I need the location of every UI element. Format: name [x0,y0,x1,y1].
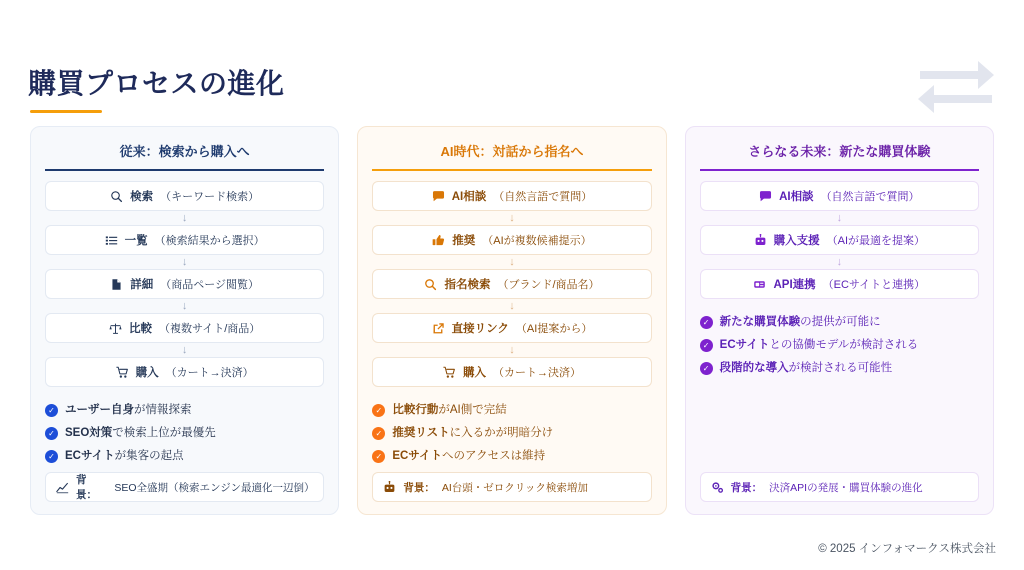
step-item[interactable] [372,313,651,343]
bullet-strong: 段階的な導入 [719,362,789,374]
step-arrow: ↓ [181,300,188,312]
bullet-rest: が検討される可能性 [788,362,893,374]
step-arrow: ↓ [181,256,188,268]
bullet-list [45,403,324,472]
step-label: 購入 [462,367,486,379]
step-sublabel: （検索結果から選択） [154,235,265,247]
document-icon [110,278,123,291]
check-icon: ✓ [700,339,713,352]
background-note [372,472,651,502]
bullet-rest: との協働モデルが検討される [769,339,919,351]
check-icon: ✓ [700,362,713,375]
step-sublabel: （キーワード検索） [160,191,260,203]
column-heading: さらなる未来：新たな購買体験 [700,141,979,171]
bullet-item [372,426,651,440]
step-sublabel: （複数サイト/商品） [159,323,261,335]
bullet-strong: SEO対策 [65,427,113,439]
bullet-list [700,315,979,384]
column-heading: AI時代：対話から指名へ [372,141,651,171]
step-sublabel: （カート→決済） [165,367,254,379]
bullet-item [45,403,324,417]
thumbs-up-icon [432,234,445,247]
bullet-strong: 新たな購買体験 [719,316,801,328]
cart-icon [116,366,129,379]
step-sublabel: （ECサイトと連携） [822,279,926,291]
step-item[interactable] [45,225,324,255]
chart-line-icon [56,481,69,494]
step-label: 購入 [135,367,159,379]
step-label: AI相談 [779,191,814,203]
step-arrow: ↓ [509,256,515,268]
step-item[interactable] [372,181,651,211]
step-list [700,181,979,299]
step-list [45,181,324,387]
column-legacy [30,126,339,515]
page-title: 購買プロセスの進化 [28,68,285,99]
column-heading: 従来：検索から購入へ [45,141,324,171]
bullet-rest: の提供が可能に [800,316,881,328]
bullet-rest: に入るかが明暗分け [449,427,554,439]
background-note [700,472,979,502]
bullet-item [700,361,979,375]
step-sublabel: （AIが最適を提案） [826,235,926,247]
chat-icon [759,190,772,203]
title-underline [30,110,102,113]
check-icon: ✓ [372,404,385,417]
swap-arrows-icon [916,55,996,113]
column-future [685,126,994,515]
note-label: 背景： [730,481,763,494]
bullet-list [372,403,651,472]
check-icon: ✓ [372,427,385,440]
api-icon [753,278,766,291]
step-item[interactable] [372,357,651,387]
background-note [45,472,324,502]
note-text: SEO全盛期（検索エンジン最適化一辺倒） [114,481,315,494]
step-sublabel: （カート→決済） [492,367,581,379]
step-label: 推奨 [452,235,476,247]
step-arrow: ↓ [509,300,515,312]
bullet-item [700,338,979,352]
step-label: 比較 [129,323,153,335]
step-arrow: ↓ [181,344,188,356]
bullet-item [372,449,651,463]
note-label: 背景： [76,474,97,501]
bullet-rest: が情報探索 [134,404,192,416]
step-item[interactable] [372,225,651,255]
note-text: 決済APIの発展・購買体験の進化 [769,481,923,494]
check-icon: ✓ [700,316,713,329]
bullet-rest: がAI側で完結 [438,404,507,416]
copyright-footer: © 2025 インフォマークス株式会社 [818,543,996,555]
step-item[interactable] [700,225,979,255]
robot-icon [383,481,396,494]
chat-icon [432,190,445,203]
step-sublabel: （自然言語で質問） [493,191,593,203]
bullet-item [45,426,324,440]
step-list [372,181,651,387]
robot-icon [754,234,767,247]
list-icon [105,234,118,247]
step-arrow: ↓ [836,256,843,268]
bullet-strong: 推奨リスト [392,427,450,439]
columns-container [30,126,994,515]
bullet-strong: ECサイト [392,450,442,462]
step-item[interactable] [45,313,324,343]
step-sublabel: （自然言語で質問） [820,191,920,203]
step-label: API連携 [773,279,816,291]
step-label: 検索 [130,191,154,203]
cart-icon [443,366,456,379]
step-label: 直接リンク [451,323,509,335]
column-ai-era [357,126,666,515]
bullet-item [45,449,324,463]
bullet-item [372,403,651,417]
note-text: AI台頭・ゼロクリック検索増加 [441,481,588,494]
bullet-strong: ECサイト [65,450,115,462]
step-arrow: ↓ [509,344,515,356]
step-arrow: ↓ [181,212,188,224]
step-arrow: ↓ [509,212,515,224]
step-sublabel: （AIが複数候補提示） [482,235,592,247]
bullet-item [700,315,979,329]
bullet-rest: へのアクセスは維持 [442,450,546,462]
step-item[interactable] [45,181,324,211]
bullet-rest: で検索上位が最優先 [112,427,216,439]
bullet-strong: ECサイト [719,339,770,351]
step-sublabel: （商品ページ閲覧） [160,279,260,291]
step-item[interactable] [700,181,979,211]
external-link-icon [432,322,445,335]
step-item[interactable] [700,269,979,299]
step-item[interactable] [45,269,324,299]
step-label: 一覧 [124,235,148,247]
step-sublabel: （AI提案から） [515,323,593,335]
bullet-strong: 比較行動 [392,404,439,416]
search-icon [110,190,123,203]
check-icon: ✓ [45,404,58,417]
step-label: AI相談 [451,191,487,203]
check-icon: ✓ [372,450,385,463]
search-icon [424,278,437,291]
bullet-rest: が集客の起点 [114,450,184,462]
step-label: 購入支援 [773,235,820,247]
bullet-strong: ユーザー自身 [65,404,134,416]
scales-icon [109,322,122,335]
step-arrow: ↓ [836,212,843,224]
step-label: 詳細 [130,279,154,291]
step-item[interactable] [45,357,324,387]
step-label: 指名検索 [444,279,491,291]
note-label: 背景： [403,481,435,494]
step-sublabel: （ブランド/商品名） [497,279,600,291]
check-icon: ✓ [45,450,58,463]
check-icon: ✓ [45,427,58,440]
step-item[interactable] [372,269,651,299]
gears-icon [711,481,724,494]
